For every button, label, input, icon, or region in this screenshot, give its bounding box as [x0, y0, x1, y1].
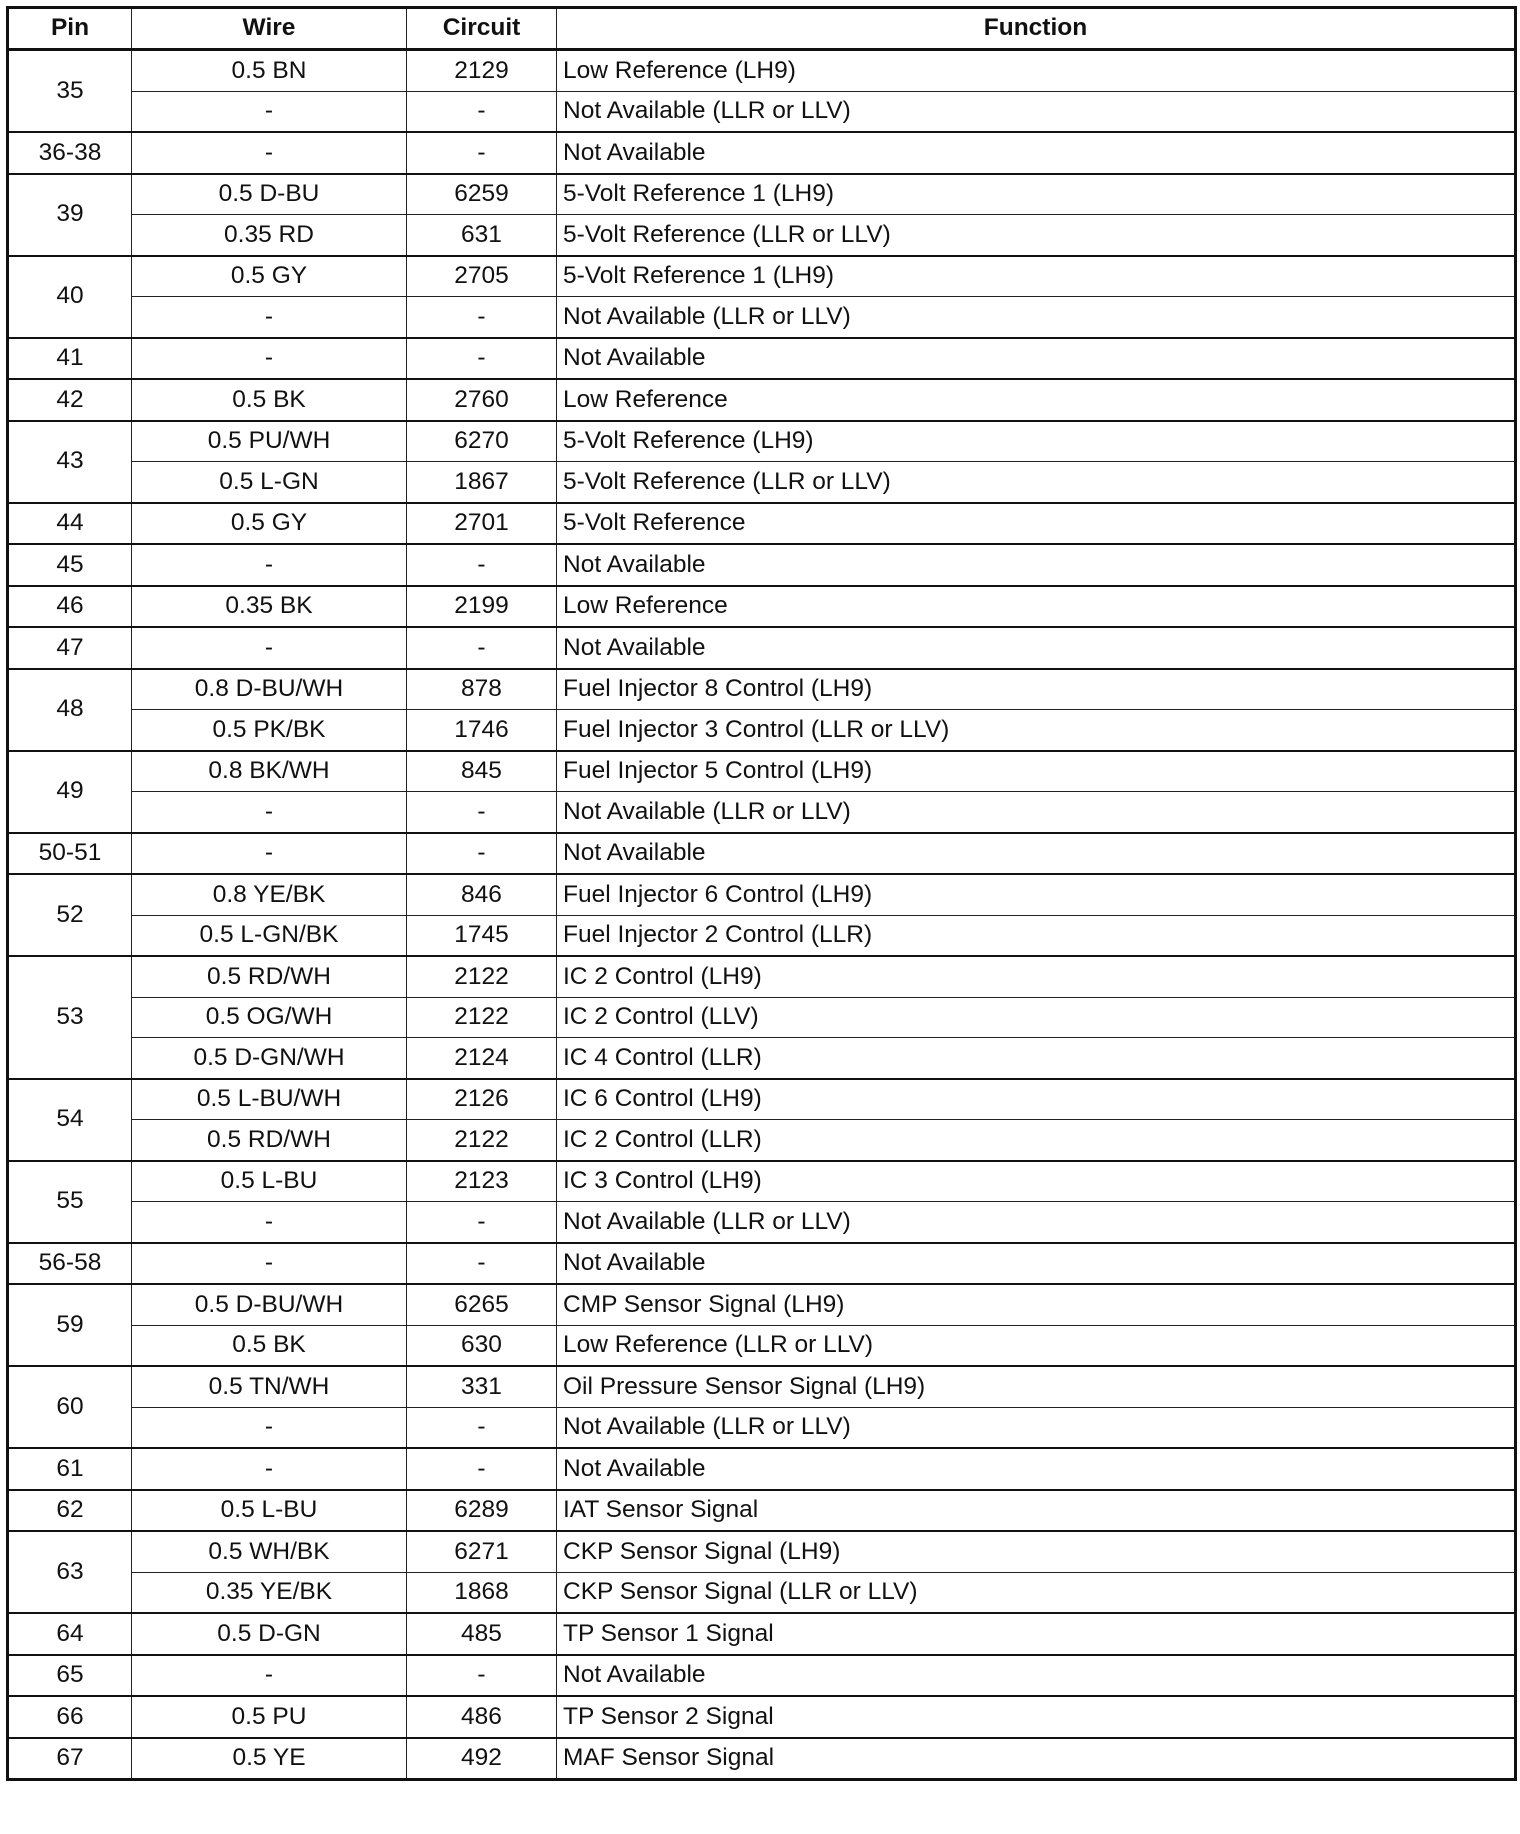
wire-cell: 0.5 D-BU/WH: [132, 1284, 407, 1325]
function-column-header: Function: [557, 8, 1516, 50]
function-cell: Not Available (LLR or LLV): [557, 1202, 1516, 1243]
pin-cell: 49: [8, 751, 132, 833]
circuit-cell: 2122: [407, 956, 557, 997]
pin-cell: 56-58: [8, 1243, 132, 1285]
circuit-cell: 2124: [407, 1038, 557, 1079]
function-cell: Not Available: [557, 338, 1516, 380]
table-row: [8, 627, 1516, 669]
pin-cell: 43: [8, 421, 132, 503]
circuit-cell: 2199: [407, 586, 557, 628]
circuit-cell: -: [407, 544, 557, 586]
pin-cell: 40: [8, 256, 132, 338]
circuit-cell: 878: [407, 669, 557, 710]
function-cell: Not Available (LLR or LLV): [557, 91, 1516, 132]
table-row: [8, 1202, 1516, 1243]
wire-cell: -: [132, 1407, 407, 1448]
table-row: [8, 132, 1516, 174]
function-cell: IAT Sensor Signal: [557, 1490, 1516, 1532]
pin-cell: 41: [8, 338, 132, 380]
pin-cell: 60: [8, 1366, 132, 1448]
pin-cell: 65: [8, 1655, 132, 1697]
wire-cell: 0.5 TN/WH: [132, 1366, 407, 1407]
pin-cell: 35: [8, 50, 132, 133]
pin-cell: 42: [8, 379, 132, 421]
function-cell: Fuel Injector 6 Control (LH9): [557, 874, 1516, 915]
wire-cell: 0.5 L-GN: [132, 462, 407, 503]
circuit-cell: -: [407, 1448, 557, 1490]
function-cell: 5-Volt Reference (LH9): [557, 421, 1516, 462]
circuit-cell: 1867: [407, 462, 557, 503]
pin-cell: 67: [8, 1738, 132, 1780]
circuit-cell: 2760: [407, 379, 557, 421]
wire-cell: 0.5 BN: [132, 50, 407, 92]
circuit-cell: 6270: [407, 421, 557, 462]
table-row: [8, 874, 1516, 915]
wire-cell: -: [132, 338, 407, 380]
wire-cell: 0.8 YE/BK: [132, 874, 407, 915]
function-cell: IC 2 Control (LLV): [557, 997, 1516, 1038]
pin-cell: 64: [8, 1613, 132, 1655]
circuit-cell: 1868: [407, 1572, 557, 1613]
connector-pinout-table: [6, 6, 1517, 1781]
pin-cell: 39: [8, 174, 132, 256]
table-row: [8, 915, 1516, 956]
wire-cell: 0.5 GY: [132, 256, 407, 297]
circuit-cell: -: [407, 1202, 557, 1243]
wire-cell: 0.5 PK/BK: [132, 710, 407, 751]
pin-cell: 61: [8, 1448, 132, 1490]
pin-cell: 62: [8, 1490, 132, 1532]
wire-cell: 0.5 GY: [132, 503, 407, 545]
function-cell: 5-Volt Reference: [557, 503, 1516, 545]
table-row: [8, 669, 1516, 710]
circuit-cell: -: [407, 132, 557, 174]
wire-cell: -: [132, 1655, 407, 1697]
function-cell: Not Available (LLR or LLV): [557, 1407, 1516, 1448]
function-cell: Low Reference: [557, 586, 1516, 628]
circuit-cell: 6289: [407, 1490, 557, 1532]
pin-cell: 53: [8, 956, 132, 1079]
circuit-cell: 1745: [407, 915, 557, 956]
table-row: [8, 1120, 1516, 1161]
function-cell: Not Available (LLR or LLV): [557, 792, 1516, 833]
wire-cell: -: [132, 544, 407, 586]
wire-cell: 0.5 D-GN: [132, 1613, 407, 1655]
function-cell: IC 4 Control (LLR): [557, 1038, 1516, 1079]
circuit-cell: 2705: [407, 256, 557, 297]
wire-cell: 0.35 BK: [132, 586, 407, 628]
function-cell: Not Available: [557, 833, 1516, 875]
table-row: [8, 297, 1516, 338]
function-cell: IC 2 Control (LH9): [557, 956, 1516, 997]
pin-cell: 55: [8, 1161, 132, 1243]
table-row: [8, 1613, 1516, 1655]
function-cell: CKP Sensor Signal (LH9): [557, 1531, 1516, 1572]
table-row: [8, 710, 1516, 751]
function-cell: Fuel Injector 5 Control (LH9): [557, 751, 1516, 792]
circuit-cell: 846: [407, 874, 557, 915]
table-row: [8, 1325, 1516, 1366]
wire-cell: -: [132, 833, 407, 875]
table-row: [8, 338, 1516, 380]
table-body: [8, 50, 1516, 1780]
pin-cell: 45: [8, 544, 132, 586]
function-cell: 5-Volt Reference 1 (LH9): [557, 174, 1516, 215]
circuit-cell: 1746: [407, 710, 557, 751]
wire-cell: -: [132, 1243, 407, 1285]
table-row: [8, 1038, 1516, 1079]
circuit-cell: 845: [407, 751, 557, 792]
function-cell: CMP Sensor Signal (LH9): [557, 1284, 1516, 1325]
wire-cell: 0.5 L-BU/WH: [132, 1079, 407, 1120]
function-cell: TP Sensor 2 Signal: [557, 1696, 1516, 1738]
table-row: [8, 833, 1516, 875]
wire-cell: 0.5 L-GN/BK: [132, 915, 407, 956]
function-cell: 5-Volt Reference (LLR or LLV): [557, 462, 1516, 503]
table-row: [8, 1243, 1516, 1285]
table-row: [8, 1284, 1516, 1325]
table-row: [8, 1572, 1516, 1613]
circuit-cell: -: [407, 1655, 557, 1697]
table-row: [8, 1696, 1516, 1738]
table-row: [8, 1161, 1516, 1202]
pin-cell: 59: [8, 1284, 132, 1366]
circuit-cell: -: [407, 833, 557, 875]
function-cell: 5-Volt Reference (LLR or LLV): [557, 215, 1516, 256]
function-cell: 5-Volt Reference 1 (LH9): [557, 256, 1516, 297]
circuit-cell: 2122: [407, 1120, 557, 1161]
wire-cell: 0.35 YE/BK: [132, 1572, 407, 1613]
table-header: [8, 8, 1516, 50]
table-row: [8, 174, 1516, 215]
circuit-cell: -: [407, 297, 557, 338]
function-cell: Low Reference (LLR or LLV): [557, 1325, 1516, 1366]
circuit-cell: -: [407, 627, 557, 669]
function-cell: Fuel Injector 2 Control (LLR): [557, 915, 1516, 956]
wire-cell: -: [132, 132, 407, 174]
table-row: [8, 997, 1516, 1038]
wire-cell: -: [132, 792, 407, 833]
function-cell: IC 6 Control (LH9): [557, 1079, 1516, 1120]
table-row: [8, 462, 1516, 503]
function-cell: Not Available: [557, 1448, 1516, 1490]
circuit-cell: 492: [407, 1738, 557, 1780]
pin-cell: 54: [8, 1079, 132, 1161]
table-row: [8, 956, 1516, 997]
pin-cell: 50-51: [8, 833, 132, 875]
pin-column-header: Pin: [8, 8, 132, 50]
pin-cell: 47: [8, 627, 132, 669]
function-cell: Not Available (LLR or LLV): [557, 297, 1516, 338]
table-row: [8, 1366, 1516, 1407]
circuit-column-header: Circuit: [407, 8, 557, 50]
circuit-cell: 630: [407, 1325, 557, 1366]
circuit-cell: 631: [407, 215, 557, 256]
circuit-cell: 331: [407, 1366, 557, 1407]
circuit-cell: 6271: [407, 1531, 557, 1572]
circuit-cell: 6259: [407, 174, 557, 215]
wire-cell: 0.5 L-BU: [132, 1161, 407, 1202]
wire-cell: 0.5 L-BU: [132, 1490, 407, 1532]
wire-cell: 0.5 D-BU: [132, 174, 407, 215]
function-cell: Low Reference (LH9): [557, 50, 1516, 92]
wire-cell: 0.5 RD/WH: [132, 956, 407, 997]
function-cell: IC 2 Control (LLR): [557, 1120, 1516, 1161]
function-cell: Not Available: [557, 132, 1516, 174]
function-cell: IC 3 Control (LH9): [557, 1161, 1516, 1202]
table-row: [8, 586, 1516, 628]
circuit-cell: -: [407, 338, 557, 380]
function-cell: Oil Pressure Sensor Signal (LH9): [557, 1366, 1516, 1407]
function-cell: Not Available: [557, 1655, 1516, 1697]
wire-cell: 0.5 D-GN/WH: [132, 1038, 407, 1079]
function-cell: CKP Sensor Signal (LLR or LLV): [557, 1572, 1516, 1613]
wire-cell: 0.5 PU: [132, 1696, 407, 1738]
table-row: [8, 1531, 1516, 1572]
table-row: [8, 792, 1516, 833]
circuit-cell: 486: [407, 1696, 557, 1738]
wire-cell: 0.5 BK: [132, 1325, 407, 1366]
wire-cell: -: [132, 91, 407, 132]
table-row: [8, 1655, 1516, 1697]
circuit-cell: 485: [407, 1613, 557, 1655]
wire-cell: 0.8 BK/WH: [132, 751, 407, 792]
wire-cell: 0.35 RD: [132, 215, 407, 256]
wire-cell: -: [132, 1202, 407, 1243]
wire-cell: -: [132, 627, 407, 669]
function-cell: MAF Sensor Signal: [557, 1738, 1516, 1780]
function-cell: Not Available: [557, 627, 1516, 669]
circuit-cell: 2126: [407, 1079, 557, 1120]
table-row: [8, 50, 1516, 92]
wire-cell: 0.8 D-BU/WH: [132, 669, 407, 710]
table-row: [8, 1448, 1516, 1490]
function-cell: Fuel Injector 3 Control (LLR or LLV): [557, 710, 1516, 751]
table-row: [8, 215, 1516, 256]
wire-cell: 0.5 YE: [132, 1738, 407, 1780]
circuit-cell: -: [407, 792, 557, 833]
circuit-cell: -: [407, 1243, 557, 1285]
pin-cell: 52: [8, 874, 132, 956]
wire-cell: 0.5 BK: [132, 379, 407, 421]
table-row: [8, 751, 1516, 792]
table-row: [8, 503, 1516, 545]
pin-cell: 44: [8, 503, 132, 545]
circuit-cell: 2129: [407, 50, 557, 92]
table-row: [8, 544, 1516, 586]
function-cell: Low Reference: [557, 379, 1516, 421]
circuit-cell: 2122: [407, 997, 557, 1038]
wire-cell: 0.5 RD/WH: [132, 1120, 407, 1161]
table-row: [8, 1407, 1516, 1448]
circuit-cell: 6265: [407, 1284, 557, 1325]
function-cell: Not Available: [557, 1243, 1516, 1285]
wire-cell: -: [132, 297, 407, 338]
pin-cell: 48: [8, 669, 132, 751]
table-row: [8, 91, 1516, 132]
circuit-cell: 2123: [407, 1161, 557, 1202]
header-row: [8, 8, 1516, 50]
circuit-cell: -: [407, 1407, 557, 1448]
pin-cell: 36-38: [8, 132, 132, 174]
table-row: [8, 1079, 1516, 1120]
function-cell: TP Sensor 1 Signal: [557, 1613, 1516, 1655]
function-cell: Not Available: [557, 544, 1516, 586]
wire-cell: 0.5 OG/WH: [132, 997, 407, 1038]
pin-cell: 46: [8, 586, 132, 628]
circuit-cell: -: [407, 91, 557, 132]
table-row: [8, 1490, 1516, 1532]
table-row: [8, 1738, 1516, 1780]
wire-cell: 0.5 PU/WH: [132, 421, 407, 462]
table-row: [8, 379, 1516, 421]
wire-cell: 0.5 WH/BK: [132, 1531, 407, 1572]
circuit-cell: 2701: [407, 503, 557, 545]
pin-cell: 63: [8, 1531, 132, 1613]
function-cell: Fuel Injector 8 Control (LH9): [557, 669, 1516, 710]
table-row: [8, 421, 1516, 462]
wire-column-header: Wire: [132, 8, 407, 50]
wire-cell: -: [132, 1448, 407, 1490]
pin-cell: 66: [8, 1696, 132, 1738]
table-row: [8, 256, 1516, 297]
